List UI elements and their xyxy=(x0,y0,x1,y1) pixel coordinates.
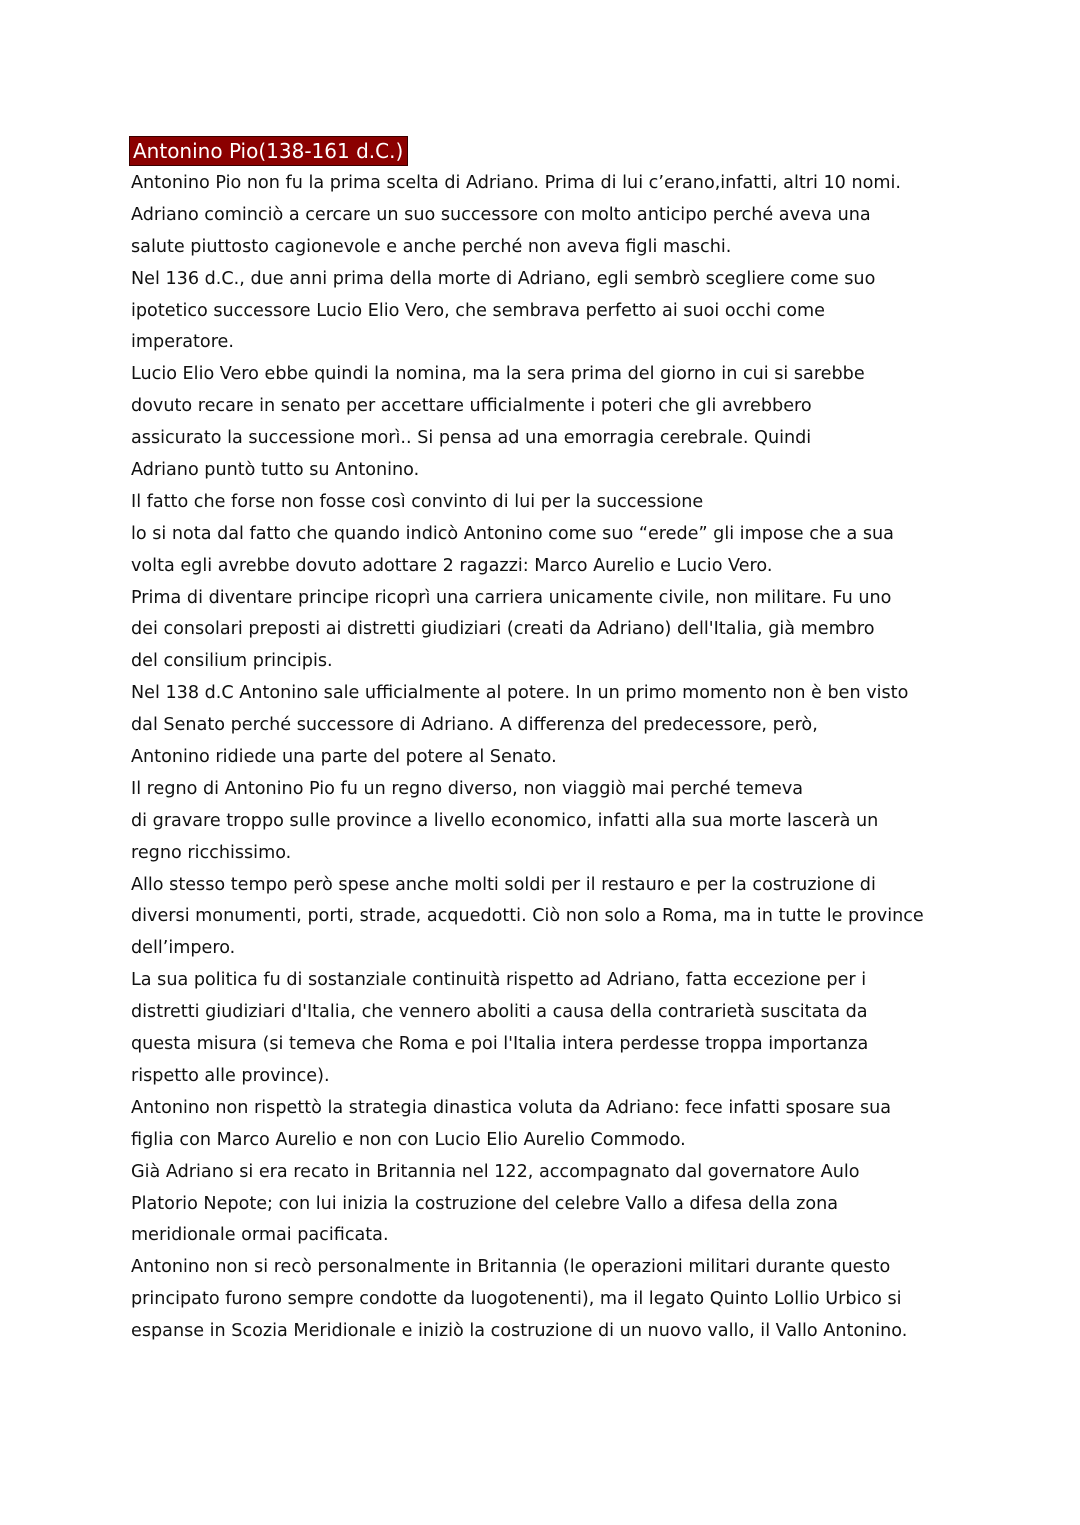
text-line: Adriano puntò tutto su Antonino. xyxy=(131,460,420,481)
text-line: lo si nota dal fatto che quando indicò Antonino come suo “erede” gli impose che a sua xyxy=(131,523,894,544)
text-line: del consilium principis. xyxy=(131,651,333,672)
text-line: assicurato la successione morì.. Si pensa ad una emorragia cerebrale. Quindi xyxy=(131,428,812,449)
text-line: Nel 136 d.C., due anni prima della morte di Adriano, egli sembrò scegliere come suo xyxy=(131,268,876,289)
text-line: volta egli avrebbe dovuto adottare 2 ragazzi: Marco Aurelio e Lucio Vero. xyxy=(131,555,773,576)
text-line: dovuto recare in senato per accettare ufficialmente i poteri che gli avrebbero xyxy=(131,396,812,417)
text-line: La sua politica fu di sostanziale continuità rispetto ad Adriano, fatta eccezione per i xyxy=(131,970,867,991)
text-line: Adriano cominciò a cercare un suo successore con molto anticipo perché aveva una xyxy=(131,204,871,225)
text-line: regno ricchissimo. xyxy=(131,842,292,863)
text-line: questa misura (si temeva che Roma e poi l'Italia intera perdesse troppa importanza xyxy=(131,1034,869,1055)
text-line: diversi monumenti, porti, strade, acquedotti. Ciò non solo a Roma, ma in tutte le province xyxy=(131,906,924,927)
text-line: distretti giudiziari d'Italia, che vennero aboliti a causa della contrarietà suscitata da xyxy=(131,1002,868,1023)
text-line: Antonino non rispettò la strategia dinastica voluta da Adriano: fece infatti sposare sua xyxy=(131,1097,892,1118)
text-line: imperatore. xyxy=(131,332,234,353)
text-line: Il regno di Antonino Pio fu un regno diverso, non viaggiò mai perché temeva xyxy=(131,778,804,799)
text-line: figlia con Marco Aurelio e non con Lucio Elio Aurelio Commodo. xyxy=(131,1129,686,1150)
text-line: meridionale ormai pacificata. xyxy=(131,1225,389,1246)
text-line: Prima di diventare principe ricoprì una carriera unicamente civile, non militare. Fu uno xyxy=(131,587,892,608)
text-line: Nel 138 d.C Antonino sale ufficialmente al potere. In un primo momento non è ben visto xyxy=(131,683,909,704)
text-line: dei consolari preposti ai distretti giudiziari (creati da Adriano) dell'Italia, già membro xyxy=(131,619,875,640)
document-title: Antonino Pio(138-161 d.C.) xyxy=(129,136,408,166)
text-line: Già Adriano si era recato in Britannia nel 122, accompagnato dal governatore Aulo xyxy=(131,1161,860,1182)
text-line: ipotetico successore Lucio Elio Vero, che sembrava perfetto ai suoi occhi come xyxy=(131,300,826,321)
text-line: principato furono sempre condotte da luogotenenti), ma il legato Quinto Lollio Urbico si xyxy=(131,1289,902,1310)
text-line: di gravare troppo sulle province a livello economico, infatti alla sua morte lascerà un xyxy=(131,810,879,831)
text-line: dal Senato perché successore di Adriano. A differenza del predecessore, però, xyxy=(131,715,818,736)
text-line: salute piuttosto cagionevole e anche perché non aveva figli maschi. xyxy=(131,236,732,257)
text-line: espanse in Scozia Meridionale e iniziò la costruzione di un nuovo vallo, il Vallo Antonino. xyxy=(131,1321,908,1342)
text-line: Il fatto che forse non fosse così convinto di lui per la successione xyxy=(131,491,704,512)
text-line: Allo stesso tempo però spese anche molti soldi per il restauro e per la costruzione di xyxy=(131,874,876,895)
text-line: Antonino Pio non fu la prima scelta di Adriano. Prima di lui c’erano,infatti, altri 10 nomi. xyxy=(131,173,901,193)
text-line: Antonino non si recò personalmente in Britannia (le operazioni militari durante questo xyxy=(131,1257,891,1278)
document-body xyxy=(131,168,991,1348)
text-line: Antonino ridiede una parte del potere al Senato. xyxy=(131,747,557,768)
text-line: Platorio Nepote; con lui inizia la costruzione del celebre Vallo a difesa della zona xyxy=(131,1193,839,1214)
text-line: dell’impero. xyxy=(131,938,236,959)
text-line: Lucio Elio Vero ebbe quindi la nomina, ma la sera prima del giorno in cui si sarebbe xyxy=(131,364,865,385)
text-line: rispetto alle province). xyxy=(131,1065,330,1086)
